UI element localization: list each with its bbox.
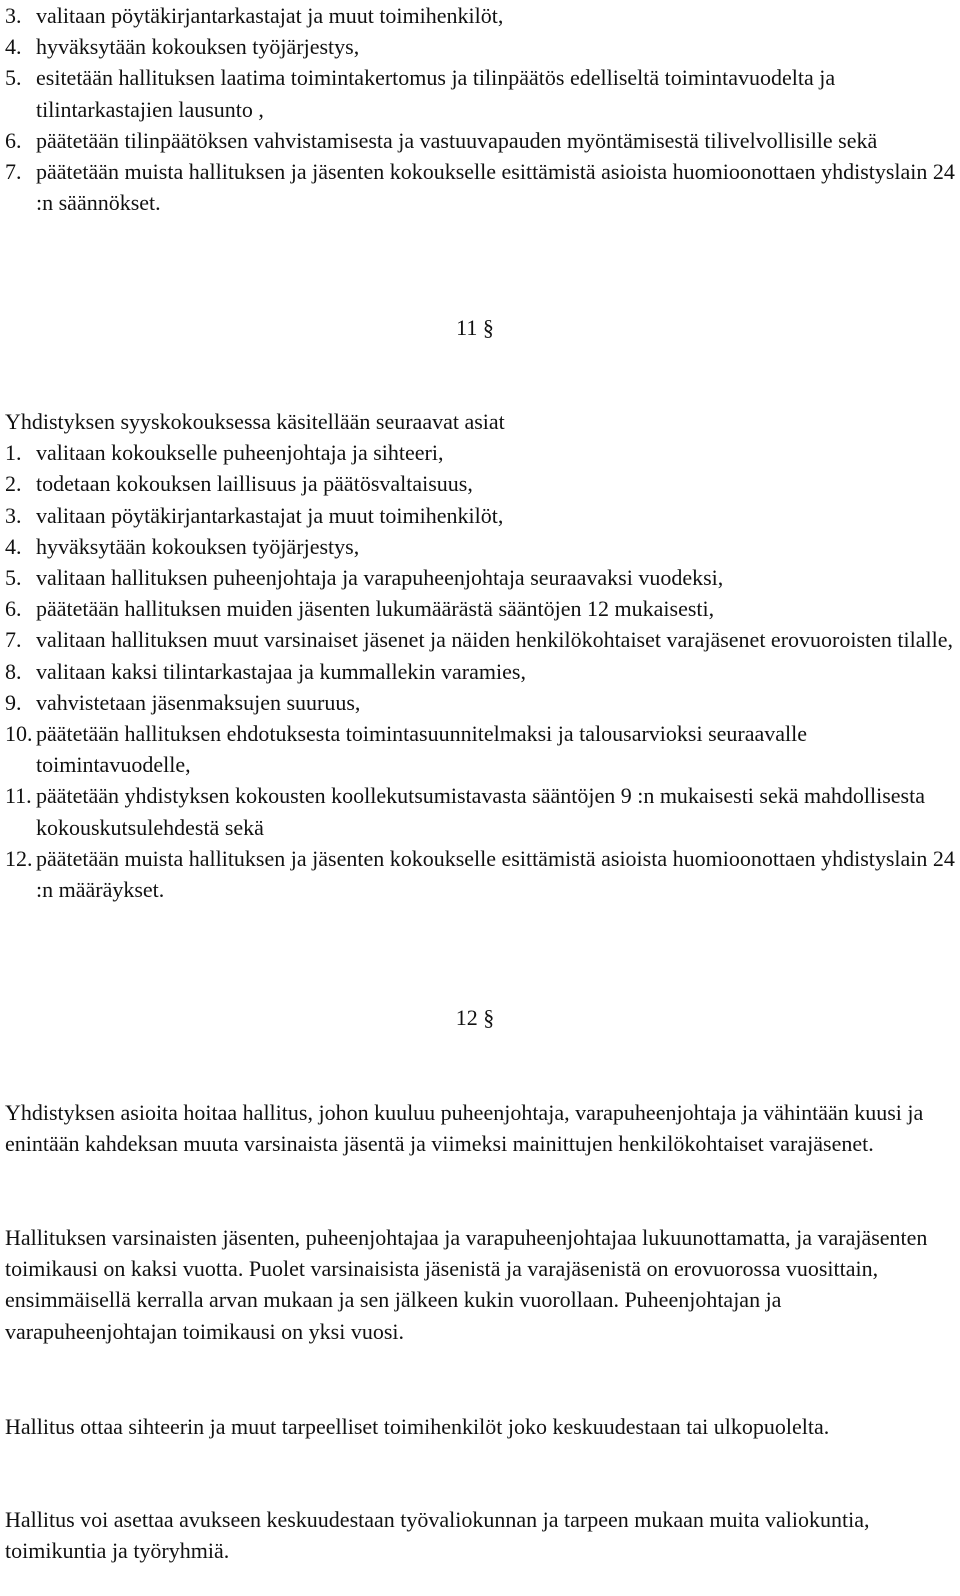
list-number: 1. — [5, 440, 22, 466]
list-number: 4. — [5, 34, 22, 60]
section-12-paragraph-1 — [5, 1097, 955, 1159]
list-text: päätetään muista hallituksen ja jäsenten kokoukselle esittämistä asioista huomioonottaen yhdistyslain 24 :n säännökset. — [36, 159, 955, 216]
section-12-paragraph-2 — [5, 1222, 955, 1347]
list-text: päätetään hallituksen ehdotuksesta toimintasuunnitelmaksi ja talousarvioksi seuraavalle toimintavuodelle, — [36, 721, 808, 778]
list-item — [5, 562, 955, 593]
list-number: 3. — [5, 502, 22, 528]
section-number: 12 — [455, 1005, 478, 1030]
list-text: vahvistetaan jäsenmaksujen suuruus, — [36, 689, 361, 715]
list-item — [5, 780, 955, 842]
list-item — [5, 624, 955, 655]
list-item — [5, 656, 955, 687]
list-item — [5, 531, 955, 562]
list-number: 6. — [5, 596, 22, 622]
list-number: 7. — [5, 159, 22, 185]
list-number: 10. — [5, 721, 33, 747]
list-item — [5, 437, 955, 468]
list-number: 7. — [5, 627, 22, 653]
list-item — [5, 125, 955, 156]
section-12-heading — [0, 1002, 950, 1033]
list-text: päätetään hallituksen muiden jäsenten lukumäärästä sääntöjen 12 mukaisesti, — [36, 596, 715, 622]
list-number: 2. — [5, 471, 22, 497]
list-text: valitaan hallituksen puheenjohtaja ja varapuheenjohtaja seuraavaksi vuodeksi, — [36, 565, 724, 591]
list-number: 5. — [5, 565, 22, 591]
paragraph: Hallituksen varsinaisten jäsenten, puheenjohtajaa ja varapuheenjohtajaa lukuunottamatta, ja varajäsenten toimikausi on kaksi vuotta. Puolet varsinaisista jäsenistä ja varajäsenistä on erovuorossa vuosittain, ensimmäisellä kerralla arvan mukaan ja sen jälkeen kukin vuorollaan. Puheenjohtajan ja varapuheenjohtajan toimikausi on yksi vuosi. — [5, 1225, 928, 1344]
list-number: 3. — [5, 3, 22, 28]
section-11-heading — [0, 312, 950, 343]
section-sign-icon: § — [483, 1005, 495, 1030]
list-item — [5, 468, 955, 499]
list-text: valitaan kaksi tilintarkastajaa ja kummallekin varamies, — [36, 658, 526, 684]
list-text: hyväksytään kokouksen työjärjestys, — [36, 34, 360, 60]
list-text: hyväksytään kokouksen työjärjestys, — [36, 533, 360, 559]
list-text: päätetään yhdistyksen kokousten koollekutsumistavasta sääntöjen 9 :n mukaisesti sekä mahdollisesta kokouskutsulehdestä sekä — [36, 783, 925, 840]
list-number: 12. — [5, 845, 33, 871]
section-11-intro: Yhdistyksen syyskokouksessa käsitellään seuraavat asiat — [5, 409, 505, 434]
list-item — [5, 500, 955, 531]
section-12-paragraph-4 — [5, 1504, 955, 1566]
list-item — [5, 593, 955, 624]
list-top — [5, 0, 955, 218]
list-number: 4. — [5, 533, 22, 559]
list-number: 11. — [5, 783, 32, 809]
list-number: 8. — [5, 658, 22, 684]
list-item — [5, 156, 955, 218]
list-item — [5, 0, 955, 31]
list-text: valitaan hallituksen muut varsinaiset jäsenet ja näiden henkilökohtaiset varajäsenet erovuoroisten tilalle, — [36, 627, 953, 653]
list-item — [5, 843, 955, 905]
list-item — [5, 62, 955, 124]
list-text: valitaan kokoukselle puheenjohtaja ja sihteeri, — [36, 440, 444, 466]
list-text: valitaan pöytäkirjantarkastajat ja muut toimihenkilöt, — [36, 502, 504, 528]
list-item — [5, 687, 955, 718]
list-number: 5. — [5, 65, 22, 91]
list-text: esitetään hallituksen laatima toimintakertomus ja tilinpäätös edelliseltä toimintavuodelta ja tilintarkastajien lausunto , — [36, 65, 836, 122]
section-12-paragraph-3 — [5, 1411, 955, 1442]
list-number: 6. — [5, 127, 22, 153]
section-number: 11 — [456, 315, 478, 340]
list-number: 9. — [5, 689, 22, 715]
section-sign-icon: § — [482, 315, 494, 340]
paragraph: Hallitus ottaa sihteerin ja muut tarpeelliset toimihenkilöt joko keskuudestaan tai ulkopuolelta. — [5, 1414, 830, 1439]
paragraph: Yhdistyksen asioita hoitaa hallitus, johon kuuluu puheenjohtaja, varapuheenjohtaja ja vähintään kuusi ja enintään kahdeksan muuta varsinaista jäsentä ja viimeksi mainittujen henkilökohtaiset varajäsenet. — [5, 1100, 924, 1157]
list-item — [5, 718, 955, 780]
list-text: päätetään tilinpäätöksen vahvistamisesta ja vastuuvapauden myöntämisestä tilivelvollisille sekä — [36, 127, 878, 153]
list-text: todetaan kokouksen laillisuus ja päätösvaltaisuus, — [36, 471, 473, 497]
list-text: valitaan pöytäkirjantarkastajat ja muut toimihenkilöt, — [36, 3, 504, 28]
paragraph: Hallitus voi asettaa avukseen keskuudestaan työvaliokunnan ja tarpeen mukaan muita valiokuntia, toimikuntia ja työryhmiä. — [5, 1507, 870, 1564]
section-11-body — [5, 406, 955, 905]
list-item — [5, 31, 955, 62]
list-text: päätetään muista hallituksen ja jäsenten kokoukselle esittämistä asioista huomioonottaen yhdistyslain 24 :n määräykset. — [36, 845, 955, 903]
